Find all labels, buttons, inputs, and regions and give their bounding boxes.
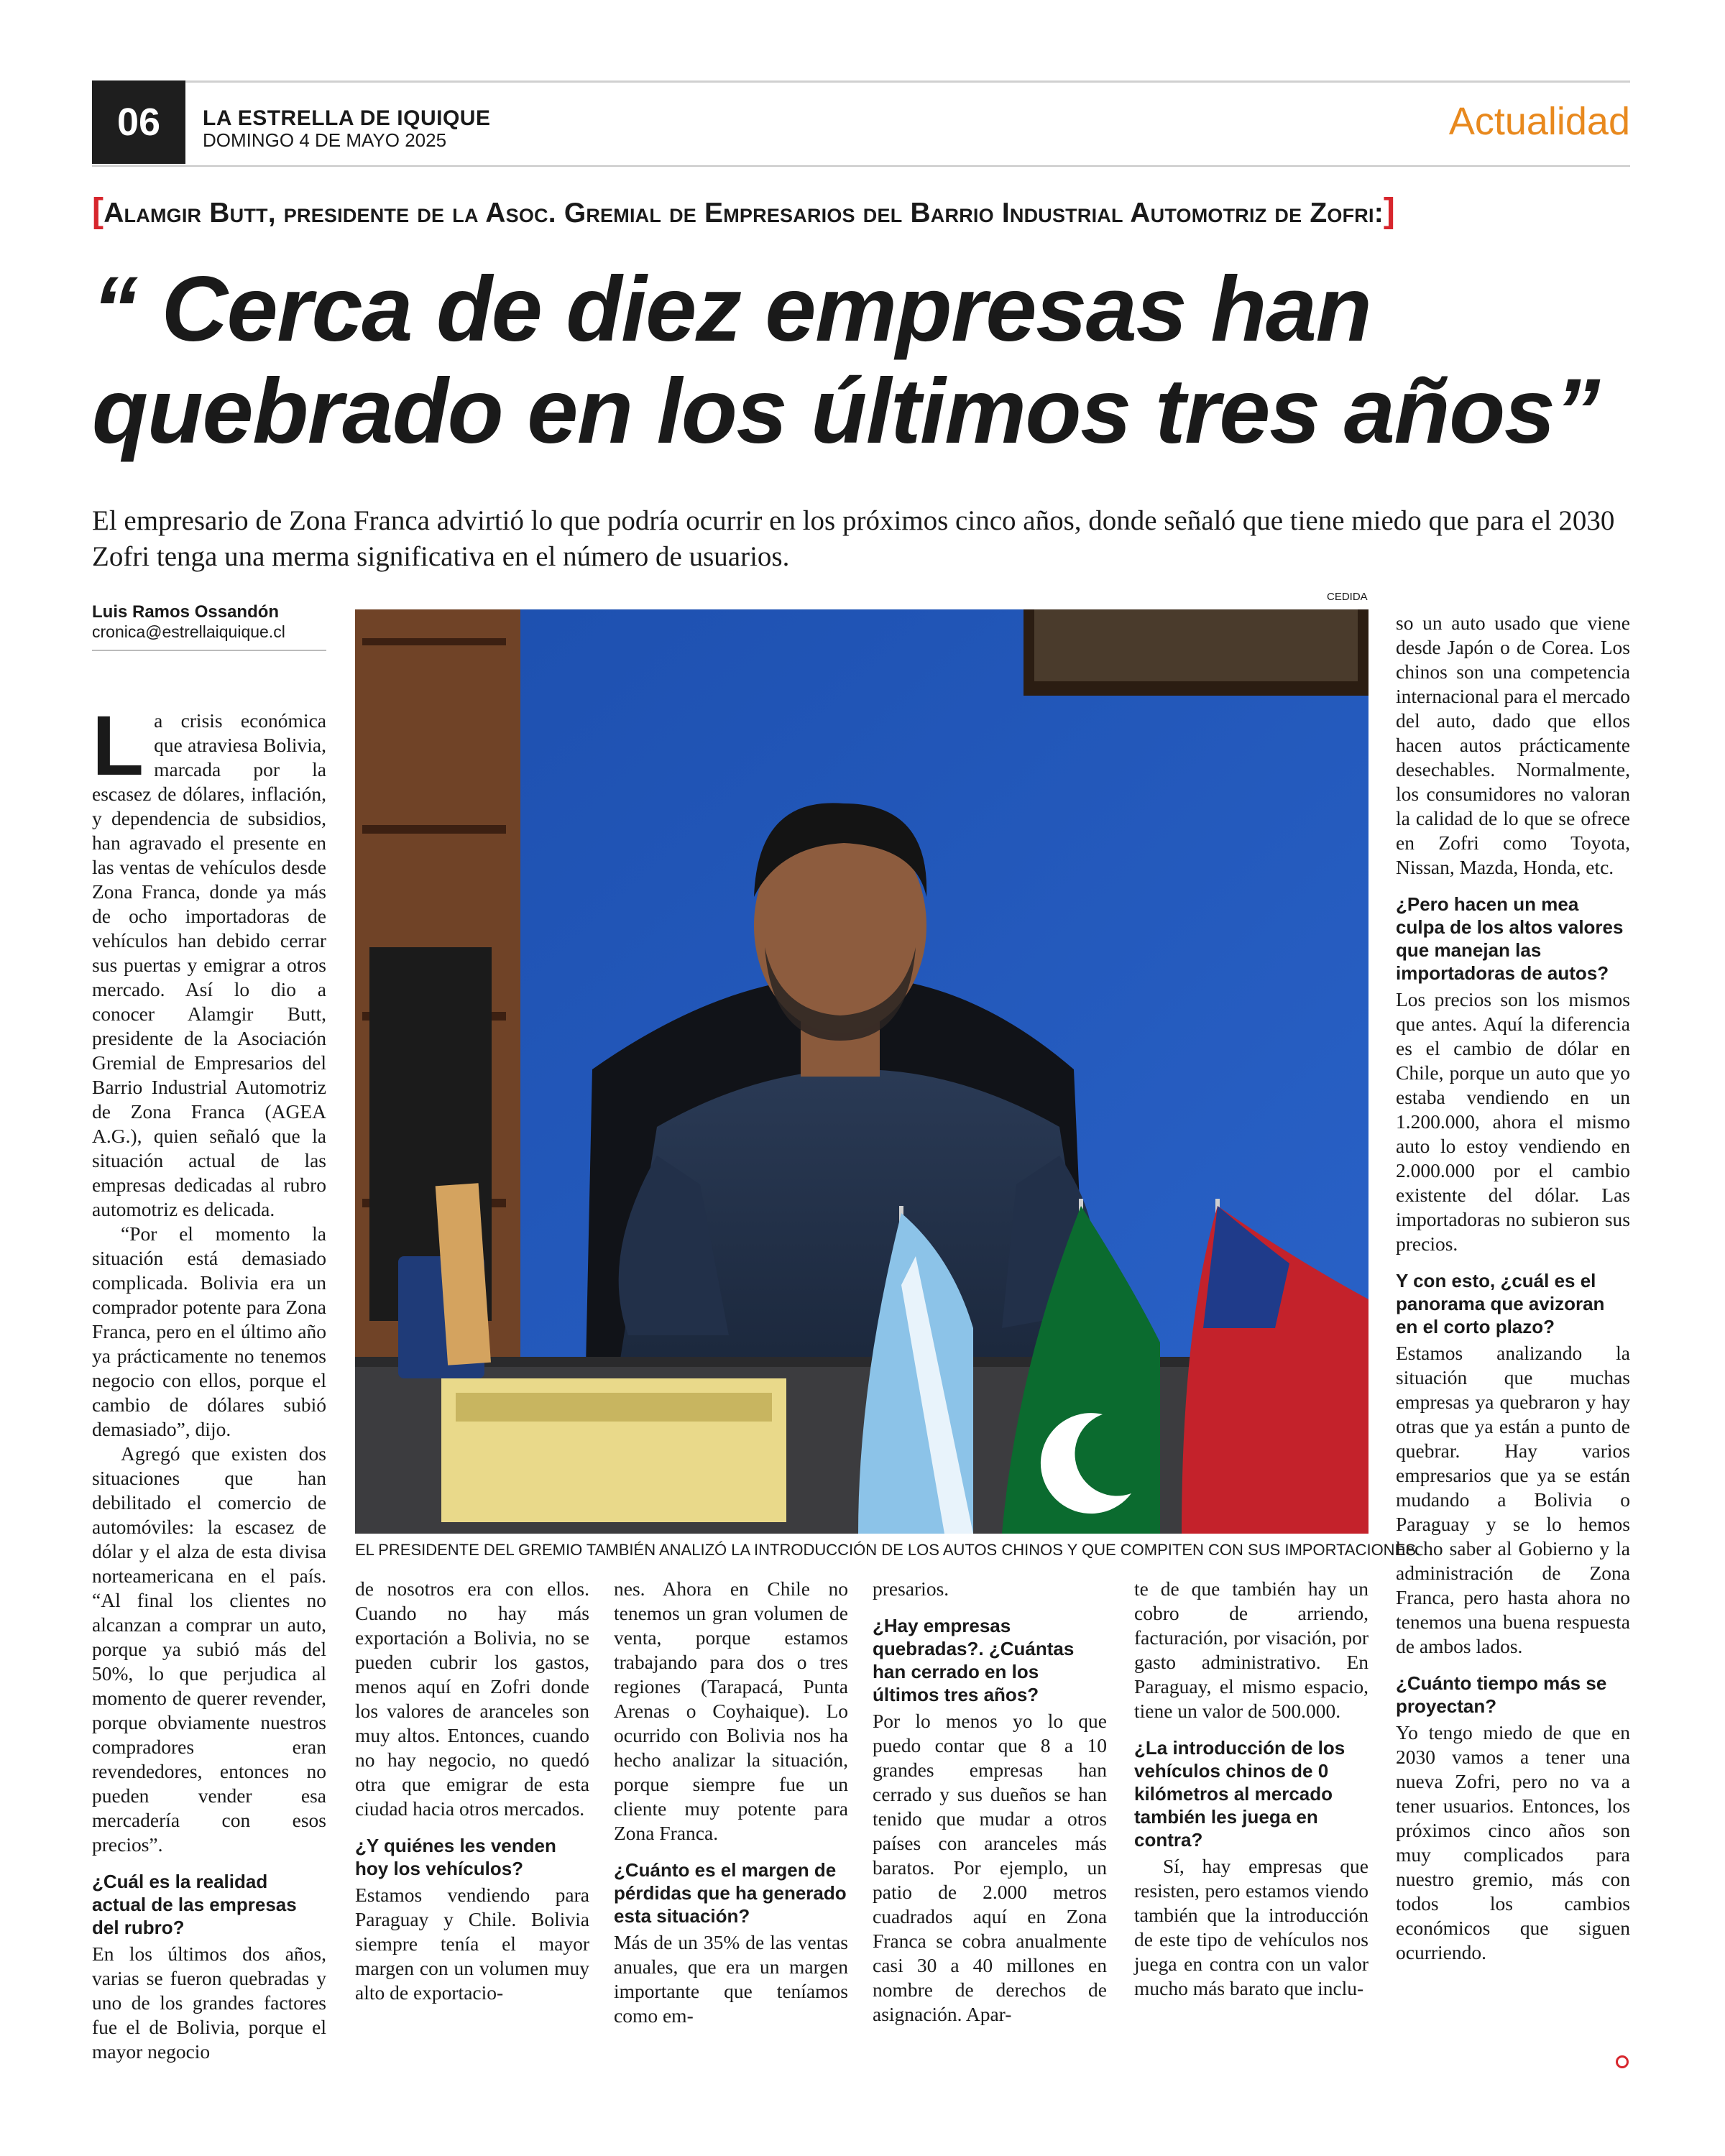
body-column-3	[614, 1577, 848, 2028]
col6-question-1: ¿Pero hacen un mea culpa de los altos valores que manejan las importadoras de autos?	[1396, 893, 1624, 984]
byline-rule	[92, 650, 326, 651]
issue-date: DOMINGO 4 DE MAYO 2025	[203, 129, 447, 151]
col5-paragraph-1: te de que también hay un cobro de arriendo, facturación, por visación, por gasto administrativo. En Paraguay, el mismo espacio, tiene un valor de 500.000.	[1134, 1577, 1368, 1722]
col2-paragraph-1: de nosotros era con ellos. Cuando no hay más exportación a Bolivia, no se pueden cubrir los gastos, menos aquí en Zofri donde los valores de aranceles son muy altos. Entonces, cuando no hay negocio, no quedó otra que emigrar de esta ciudad hacia otros mercados.	[355, 1577, 589, 1820]
body-column-5	[1134, 1577, 1368, 2001]
col3-paragraph-1: nes. Ahora en Chile no tenemos un gran volumen de venta, porque estamos trabajando para dos o tres regiones (Tarapacá, Punta Arenas o Coyhaique). Lo ocurrido con Bolivia nos ha hecho analizar la situación, porque siempre fue un cliente muy potente para Zona Franca.	[614, 1577, 848, 1844]
byline-email: cronica@estrellaiquique.cl	[92, 622, 285, 641]
kicker-open-bracket: [	[92, 192, 104, 230]
col1-question-1: ¿Cuál es la realidad actual de las empresas del rubro?	[92, 1871, 297, 1938]
col6-paragraph-1: so un auto usado que viene desde Japón o de Corea. Los chinos son una competencia internacional para el mercado del auto, dado que ellos hacen autos prácticamente desechables. Normalmente, los consumidores no valoran la calidad de lo que se ofrece en Zofri como Toyota, Nissan, Mazda, Honda, etc.	[1396, 612, 1630, 878]
col1-paragraph-1: a crisis económica que atraviesa Bolivia, marcada por la escasez de dólares, inflación, y dependencia de subsidios, han agravado el presente en las ventas de vehículos desde Zona Franca, donde ya más de ocho importadoras de vehículos han debido cerrar sus puertas y emigrar a otros mercado. Así lo dio a conocer Alamgir Butt, presidente de la Asociación Gremial de Empresarios del Barrio Industrial Automotriz de Zona Franca (AGEA A.G.), quien señaló que la situación actual de las empresas dedicadas al rubro automotriz es delicada.	[92, 709, 326, 1220]
kicker-text: Alamgir Butt, presidente de la Asoc. Gremial de Empresarios del Barrio Industrial Automotriz de Zofri:	[104, 198, 1384, 229]
page-number: 06	[92, 80, 185, 164]
col5-paragraph-2: Sí, hay empresas que resisten, pero estamos viendo también que la introducción de este tipo de vehículos nos juega en contra con un valor mucho más barato que inclu-	[1134, 1855, 1368, 1999]
col1-paragraph-2: “Por el momento la situación está demasiado complicada. Bolivia era un comprador potente para Zona Franca, pero en el último año ya prácticamente no tenemos negocio con ellos, porque el cambio de dólares subió demasiado”, dijo.	[92, 1222, 326, 1440]
col6-paragraph-2: Los precios son los mismos que antes. Aquí la diferencia es el cambio de dólar en Chile, porque un auto que yo estaba vendiendo en un 1.200.000, ahora el mismo auto lo estoy vendiendo en 2.000.000 por el cambio existente del dólar. Las importadoras no subieron sus precios.	[1396, 988, 1630, 1255]
col3-paragraph-2: Más de un 35% de las ventas anuales, que era un margen importante que teníamos como em-	[614, 1931, 848, 2027]
col4-paragraph-1: presarios.	[873, 1577, 949, 1600]
col6-paragraph-3: Estamos analizando la situación que muchas empresas ya quebraron y hay otras que ya están a punto de quebrar. Hay varios empresarios que ya se están mudando a Bolivia o Paraguay y se lo hemos hecho saber al Gobierno y la administración de Zona Franca, pero hasta ahora no tenemos una buena respuesta de ambos lados.	[1396, 1342, 1630, 1657]
body-column-2	[355, 1577, 589, 2005]
header-top-rule	[92, 80, 1630, 83]
article-photo	[355, 609, 1368, 1534]
col5-question-1: ¿La introducción de los vehículos chinos de 0 kilómetros al mercado también les juega en contra?	[1134, 1737, 1346, 1851]
col2-paragraph-2: Estamos vendiendo para Paraguay y Chile. Bolivia siempre tenía el mayor margen con un volumen muy alto de exportacio-	[355, 1884, 589, 2004]
body-column-1	[92, 699, 326, 2064]
section-name: Actualidad	[1448, 100, 1630, 143]
drop-cap: L	[92, 699, 144, 793]
byline-author: Luis Ramos Ossandón	[92, 602, 280, 622]
end-of-article-mark	[1616, 2055, 1629, 2068]
col6-question-3: ¿Cuánto tiempo más se proyectan?	[1396, 1672, 1607, 1717]
kicker	[92, 191, 1630, 231]
col1-paragraph-3: Agregó que existen dos situaciones que han debilitado el comercio de automóviles: la escasez de dólar y el alza de esta divisa norteamericana en el país. “Al final los clientes no alcanzan a comprar un auto, porque ya subió más del 50%, lo que perjudica al momento de querer revender, porque obviamente nuestros compradores eran revendedores, entonces no pueden vender esa mercadería con esos precios”.	[92, 1442, 326, 1856]
col6-question-2: Y con esto, ¿cuál es el panorama que avizoran en el corto plazo?	[1396, 1270, 1605, 1337]
col1-paragraph-4: En los últimos dos años, varias se fueron quebradas y uno de los grandes factores fue el de Bolivia, porque el mayor negocio	[92, 1943, 326, 2063]
newspaper-name: LA ESTRELLA DE IQUIQUE	[203, 106, 491, 130]
photo-caption: EL PRESIDENTE DEL GREMIO TAMBIÉN ANALIZÓ LA INTRODUCCIÓN DE LOS AUTOS CHINOS Y QUE COMPITEN CON SUS IMPORTACIONES.	[355, 1541, 1421, 1559]
col6-paragraph-4: Yo tengo miedo de que en 2030 vamos a tener una nueva Zofri, pero no va a tener usuarios. Entonces, los próximos cinco años son muy complicados para nuestro gremio, más con todos los cambios económicos que siguen ocurriendo.	[1396, 1721, 1630, 1963]
col4-question-1: ¿Hay empresas quebradas?. ¿Cuántas han cerrado en los últimos tres años?	[873, 1615, 1075, 1705]
photo-credit: CEDIDA	[1327, 591, 1368, 603]
header-bottom-rule	[92, 165, 1630, 167]
col2-question-1: ¿Y quiénes les venden hoy los vehículos?	[355, 1835, 556, 1879]
photo-illustration	[355, 609, 1368, 1534]
col3-question-1: ¿Cuánto es el margen de pérdidas que ha generado esta situación?	[614, 1859, 847, 1927]
body-column-6	[1396, 611, 1630, 1965]
deck: El empresario de Zona Franca advirtió lo que podría ocurrir en los próximos cinco años, donde señaló que tiene miedo que para el 2030 Zofri tenga una merma significativa en el número de usuarios.	[92, 505, 1615, 572]
kicker-close-bracket: ]	[1383, 192, 1396, 230]
body-column-4	[873, 1577, 1107, 2027]
col4-paragraph-2: Por lo menos yo lo que puedo contar que 8 a 10 grandes empresas han cerrado y sus dueños se han tenido que mudar a otros países con aranceles más baratos. Por ejemplo, un patio de 2.000 metros cuadrados aquí en Zona Franca se cobra anualmente casi 30 a 40 millones en nombre de derechos de asignación. Apar-	[873, 1710, 1107, 2025]
headline: “ Cerca de diez empresas han quebrado en los últimos tres años”	[92, 258, 1599, 463]
